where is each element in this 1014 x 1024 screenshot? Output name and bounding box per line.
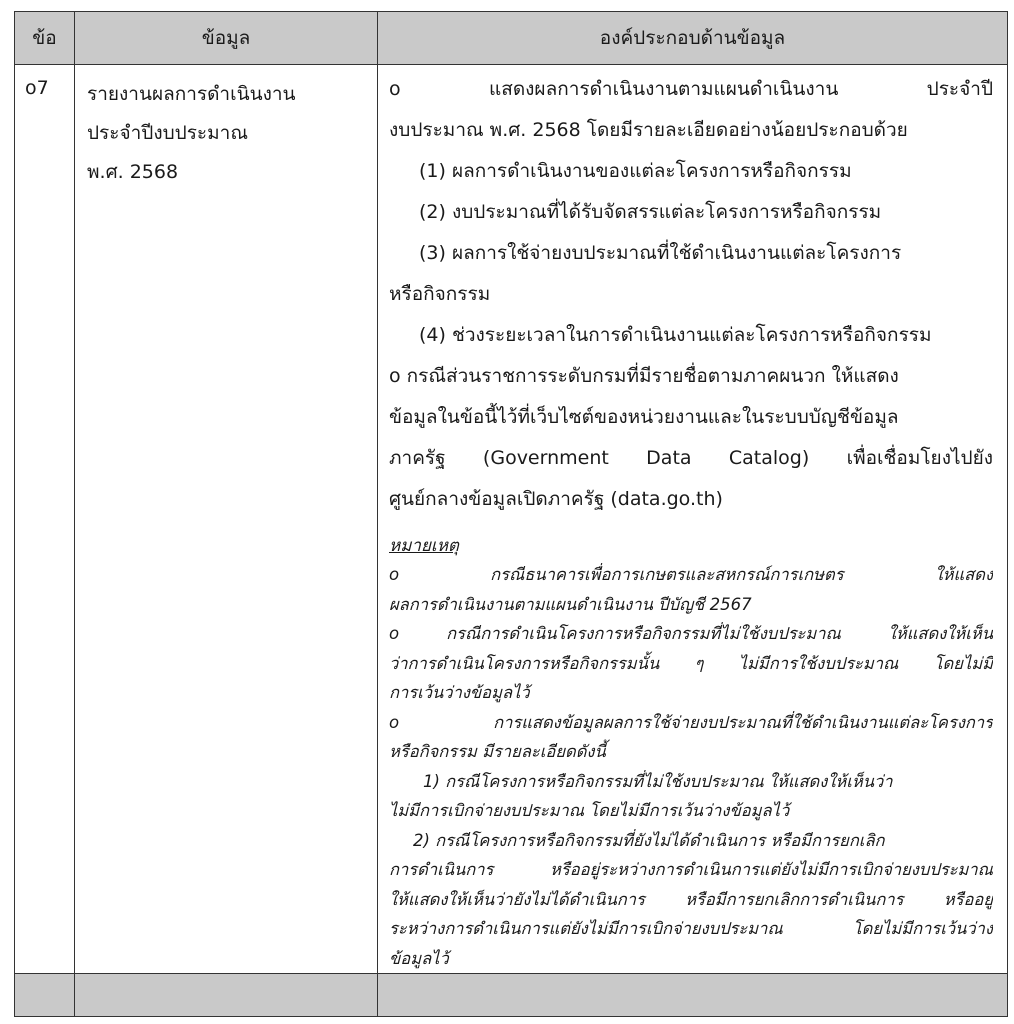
component-line: ภาครัฐ (Government Data Catalog) เพื่อเชื่อมโยงไปยัง xyxy=(389,447,993,469)
table-row xyxy=(15,65,1008,974)
component-line: (3) ผลการใช้จ่ายงบประมาณที่ใช้ดำเนินงานแต่ละโครงการ xyxy=(419,242,902,264)
next-row-cell xyxy=(75,974,378,1017)
header-topic: ข้อมูล xyxy=(75,12,378,65)
note-line: 1) กรณีโครงการหรือกิจกรรมที่ไม่ใช้งบประมาณ ให้แสดงให้เห็นว่า xyxy=(423,771,893,791)
component-line: (1) ผลการดำเนินงานของแต่ละโครงการหรือกิจกรรม xyxy=(419,160,852,182)
note-line: ผลการดำเนินงานตามแผนดำเนินงาน ปีบัญชี 2567 xyxy=(389,594,752,614)
row-number: o7 xyxy=(15,65,75,974)
note-line: การเว้นว่างข้อมูลไว้ xyxy=(389,683,530,702)
topic-line: ประจำปีงบประมาณ xyxy=(87,122,248,144)
row-component xyxy=(378,65,1008,974)
note-line: o กรณีการดำเนินโครงการหรือกิจกรรมที่ไม่ใช้งบประมาณ ให้แสดงให้เห็น xyxy=(389,624,993,643)
note-line: ระหว่างการดำเนินการแต่ยังไม่มีการเบิกจ่ายงบประมาณ โดยไม่มีการเว้นว่าง xyxy=(389,919,993,938)
note-line: o การแสดงข้อมูลผลการใช้จ่ายงบประมาณที่ใช้ดำเนินงานแต่ละโครงการ xyxy=(389,712,993,732)
component-line: งบประมาณ พ.ศ. 2568 โดยมีรายละเอียดอย่างน้อยประกอบด้วย xyxy=(389,119,908,141)
header-component: องค์ประกอบด้านข้อมูล xyxy=(378,12,1008,65)
next-row-partial xyxy=(15,974,1008,1017)
note-line: o กรณีธนาคารเพื่อการเกษตรและสหกรณ์การเกษตร ให้แสดง xyxy=(389,565,993,584)
table-header-row xyxy=(15,12,1008,65)
component-line: o กรณีส่วนราชการระดับกรมที่มีรายชื่อตามภาคผนวก ให้แสดง xyxy=(389,365,899,387)
note-line: ให้แสดงให้เห็นว่ายังไม่ได้ดำเนินการ หรือมีการยกเลิกการดำเนินการ หรืออยู่ xyxy=(389,889,993,909)
note-line: ไม่มีการเบิกจ่ายงบประมาณ โดยไม่มีการเว้นว่างข้อมูลไว้ xyxy=(389,801,790,820)
next-row-cell xyxy=(378,974,1008,1017)
note-line: ว่าการดำเนินโครงการหรือกิจกรรมนั้น ๆ ไม่มีการใช้งบประมาณ โดยไม่มี xyxy=(389,653,993,673)
component-line: (4) ช่วงระยะเวลาในการดำเนินงานแต่ละโครงการหรือกิจกรรม xyxy=(419,324,932,346)
note-title: หมายเหตุ xyxy=(389,536,459,556)
note-line: 2) กรณีโครงการหรือกิจกรรมที่ยังไม่ได้ดำเนินการ หรือมีการยกเลิก xyxy=(413,830,885,850)
note-line: ข้อมูลไว้ xyxy=(389,948,449,968)
topic-line: พ.ศ. 2568 xyxy=(87,161,179,183)
note-line: การดำเนินการ หรืออยู่ระหว่างการดำเนินการแต่ยังไม่มีการเบิกจ่ายงบประมาณ xyxy=(389,860,993,879)
requirements-table xyxy=(14,11,1008,1017)
note-line: หรือกิจกรรม มีรายละเอียดดังนี้ xyxy=(389,742,606,761)
row-topic xyxy=(75,65,378,974)
component-line: ศูนย์กลางข้อมูลเปิดภาครัฐ (data.go.th) xyxy=(389,488,723,510)
header-no: ข้อ xyxy=(15,12,75,65)
component-line: หรือกิจกรรม xyxy=(389,283,491,305)
topic-line: รายงานผลการดำเนินงาน xyxy=(87,83,296,105)
next-row-cell xyxy=(15,974,75,1017)
component-line: o แสดงผลการดำเนินงานตามแผนดำเนินงาน ประจำปี xyxy=(389,78,993,100)
component-line: (2) งบประมาณที่ได้รับจัดสรรแต่ละโครงการหรือกิจกรรม xyxy=(419,201,882,223)
component-line: ข้อมูลในข้อนี้ไว้ที่เว็บไซต์ของหน่วยงานและในระบบบัญชีข้อมูล xyxy=(389,406,899,428)
